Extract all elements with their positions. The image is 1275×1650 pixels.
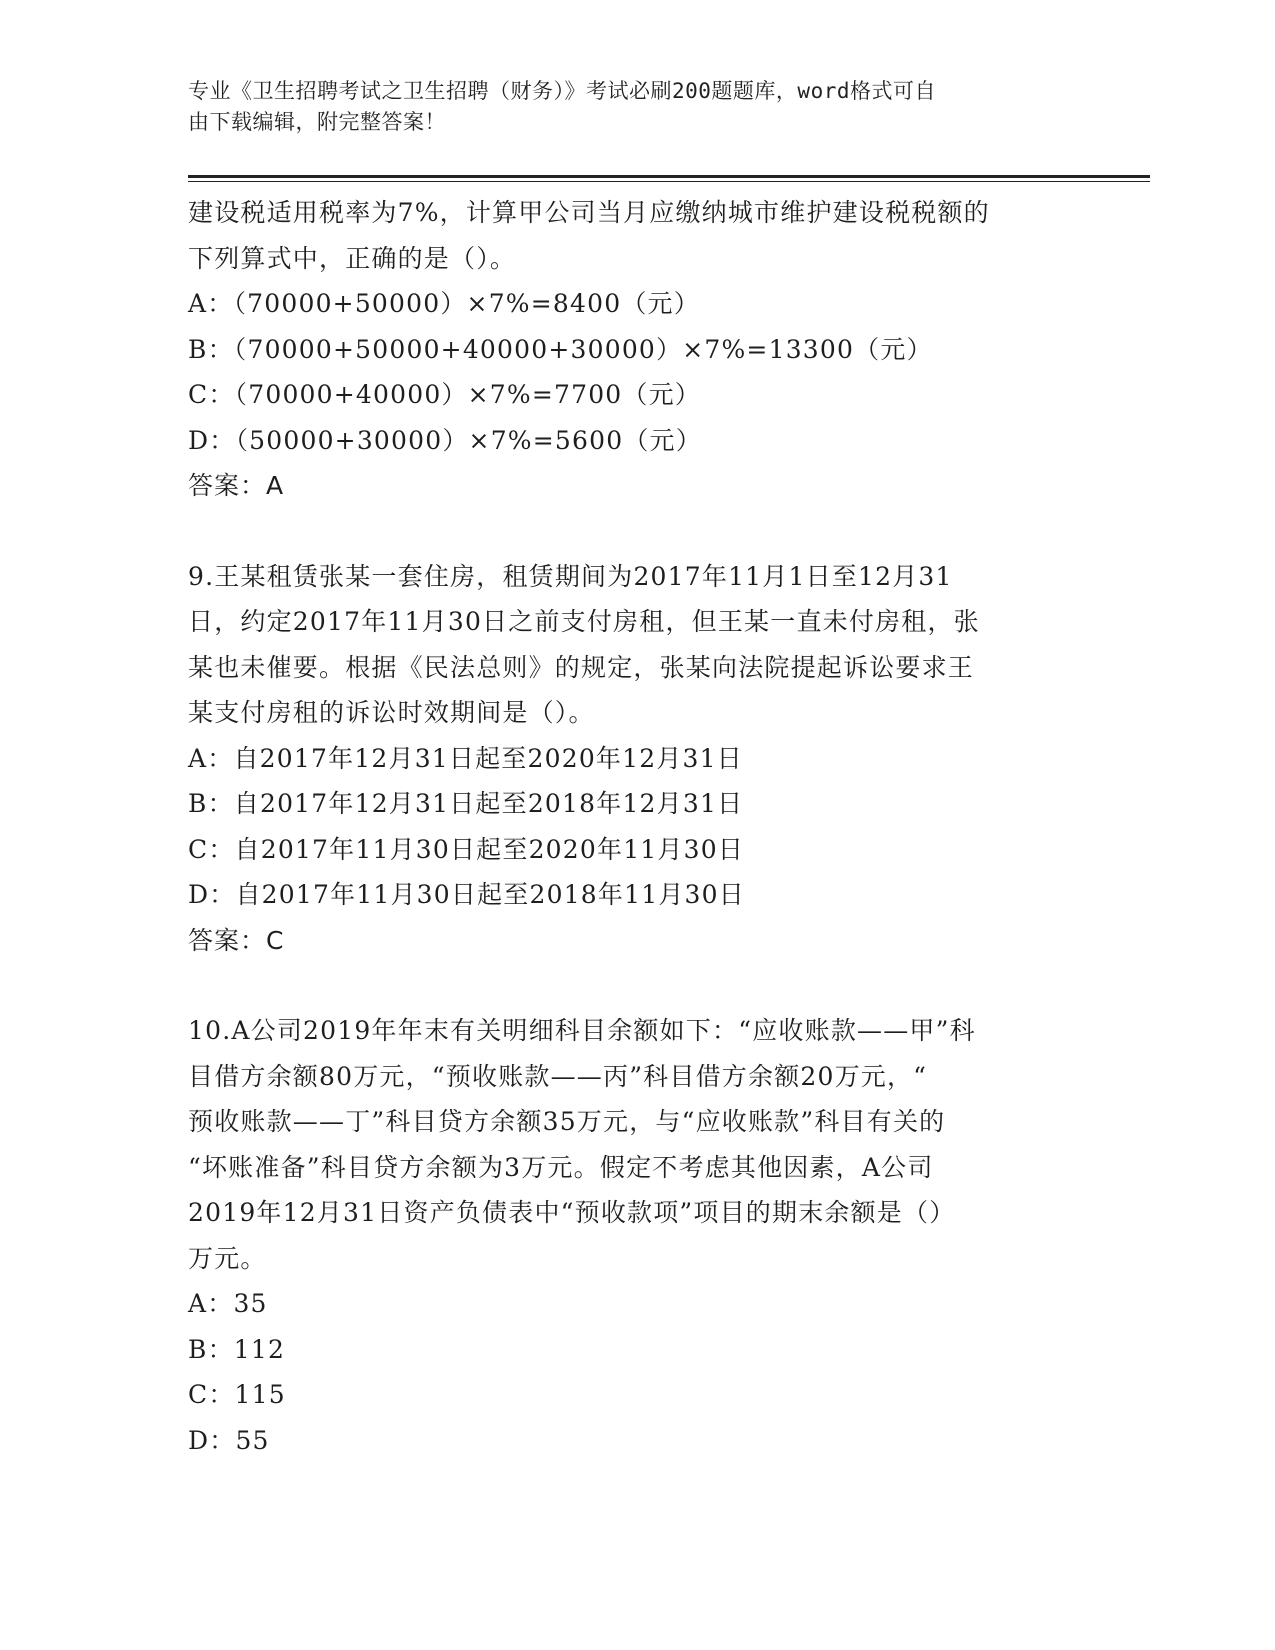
header-rule-thin xyxy=(188,181,1150,182)
question-8 xyxy=(188,190,1088,509)
option-b: B：（70000+50000+40000+30000）×7%=13300（元） xyxy=(188,334,933,364)
question-stem-line: 10.A公司2019年年末有关明细科目余额如下：“应收账款——甲”科 xyxy=(188,1016,976,1045)
option-a: A：35 xyxy=(188,1289,268,1318)
option-d: D：（50000+30000）×7%=5600（元） xyxy=(188,425,702,455)
question-stem-line: 建设税适用税率为7%，计算甲公司当月应缴纳城市维护建设税税额的 xyxy=(188,198,990,227)
header-line-1: 专业《卫生招聘考试之卫生招聘（财务）》考试必刷200题题库，word格式可自 xyxy=(188,79,936,103)
question-stem-line: 目借方余额80万元，“预收账款——丙”科目借方余额20万元，“ xyxy=(188,1061,928,1091)
option-a: A：自2017年12月31日起至2020年12月31日 xyxy=(188,743,743,773)
question-stem-line: 日，约定2017年11月30日之前支付房租，但王某一直未付房租，张 xyxy=(188,607,980,636)
option-b: B：自2017年12月31日起至2018年12月31日 xyxy=(188,789,744,818)
document-header xyxy=(188,76,1068,138)
question-stem-line: 2019年12月31日资产负债表中“预收款项”项目的期末余额是（） xyxy=(188,1198,956,1227)
question-10 xyxy=(188,1008,1088,1463)
answer-label: 答案：A xyxy=(188,471,285,500)
option-d: D：自2017年11月30日起至2018年11月30日 xyxy=(188,880,745,909)
option-c: C：（70000+40000）×7%=7700（元） xyxy=(188,380,702,409)
option-c: C：自2017年11月30日起至2020年11月30日 xyxy=(188,834,745,864)
option-d: D：55 xyxy=(188,1425,270,1455)
question-stem-line: 下列算式中，正确的是（）。 xyxy=(188,243,517,273)
spacer xyxy=(188,509,1088,554)
question-stem-line: 某也未催要。根据《民法总则》的规定，张某向法院提起诉讼要求王 xyxy=(188,652,975,682)
header-line-2: 由下载编辑，附完整答案！ xyxy=(188,110,446,134)
option-a: A：（70000+50000）×7%=8400（元） xyxy=(188,289,700,318)
question-9 xyxy=(188,554,1088,964)
option-c: C：115 xyxy=(188,1380,286,1409)
question-content xyxy=(188,190,1088,1463)
answer-label: 答案：C xyxy=(188,925,285,955)
question-stem-line: “坏账准备”科目贷方余额为3万元。假定不考虑其他因素，A公司 xyxy=(188,1152,934,1182)
question-stem-line: 某支付房租的诉讼时效期间是（）。 xyxy=(188,698,595,727)
spacer xyxy=(188,963,1088,1008)
question-stem-line: 预收账款——丁”科目贷方余额35万元，与“应收账款”科目有关的 xyxy=(188,1107,946,1136)
option-b: B：112 xyxy=(188,1334,286,1364)
question-stem-line: 万元。 xyxy=(188,1243,267,1273)
question-stem-line: 9.王某租赁张某一套住房，租赁期间为2017年11月1日至12月31 xyxy=(188,561,953,591)
header-rule-thick xyxy=(188,175,1150,178)
